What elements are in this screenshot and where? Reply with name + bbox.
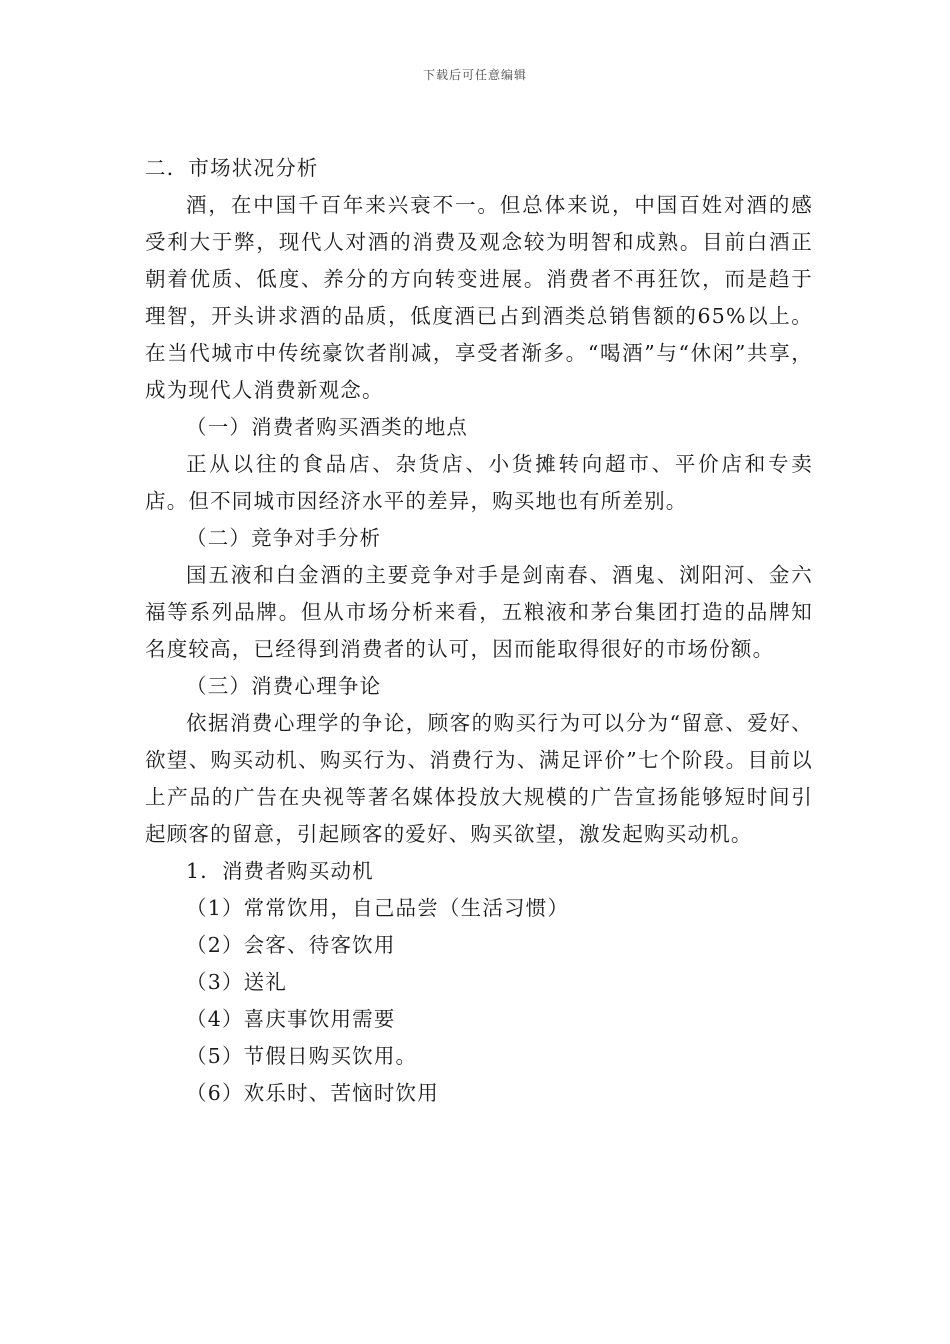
section-title: 二．市场状况分析 [145, 156, 319, 180]
subsection-body-purchase-location: 正从以往的食品店、杂货店、小货摊转向超市、平价店和专卖店。但不同城市因经济水平的差异，购买地也有所差别。 [145, 452, 813, 513]
subsection-body-consumer-psychology: 依据消费心理学的争论，顾客的购买行为可以分为“留意、爱好、欲望、购买动机、购买行为、消费行为、满足评价”七个阶段。目前以上产品的广告在央视等著名媒体投放大规模的广告宣扬能够短时间引起顾客的留意，引起顾客的爱好、购买欲望，激发起购买动机。 [145, 711, 813, 846]
motive-item: （4）喜庆事饮用需要 [186, 1007, 396, 1031]
subsection-heading-competitors: （二）竞争对手分析 [186, 526, 382, 550]
motive-item: （5）节假日购买饮用。 [186, 1044, 418, 1068]
intro-paragraph: 酒，在中国千百年来兴衰不一。但总体来说，中国百姓对酒的感受利大于弊，现代人对酒的消费及观念较为明智和成熟。目前白酒正朝着优质、低度、养分的方向转变进展。消费者不再狂饮，而是趋于理智，开头讲求酒的品质，低度酒已占到酒类总销售额的65%以上。 在当代城市中传统豪饮者削减，享受者渐多。“喝酒”与“休闲”共享，成为现代人消费新观念。 [145, 193, 813, 402]
motive-item: （1）常常饮用，自己品尝（生活习惯） [186, 896, 570, 920]
motive-item: （6）欢乐时、苦恼时饮用 [186, 1081, 439, 1105]
subsection-heading-purchase-location: （一）消费者购买酒类的地点 [186, 415, 469, 439]
motives-heading: 1．消费者购买动机 [186, 859, 374, 883]
page-header-note: 下载后可任意编辑 [422, 68, 527, 82]
motive-item: （3）送礼 [186, 970, 288, 994]
subsection-body-competitors: 国五液和白金酒的主要竞争对手是剑南春、酒鬼、浏阳河、金六福等系列品牌。但从市场分析来看，五粮液和茅台集团打造的品牌知名度较高，已经得到消费者的认可，因而能取得很好的市场份额。 [145, 563, 813, 661]
document-body [145, 150, 813, 1112]
subsection-heading-consumer-psychology: （三）消费心理争论 [186, 674, 382, 698]
motive-item: （2）会客、待客饮用 [186, 933, 396, 957]
